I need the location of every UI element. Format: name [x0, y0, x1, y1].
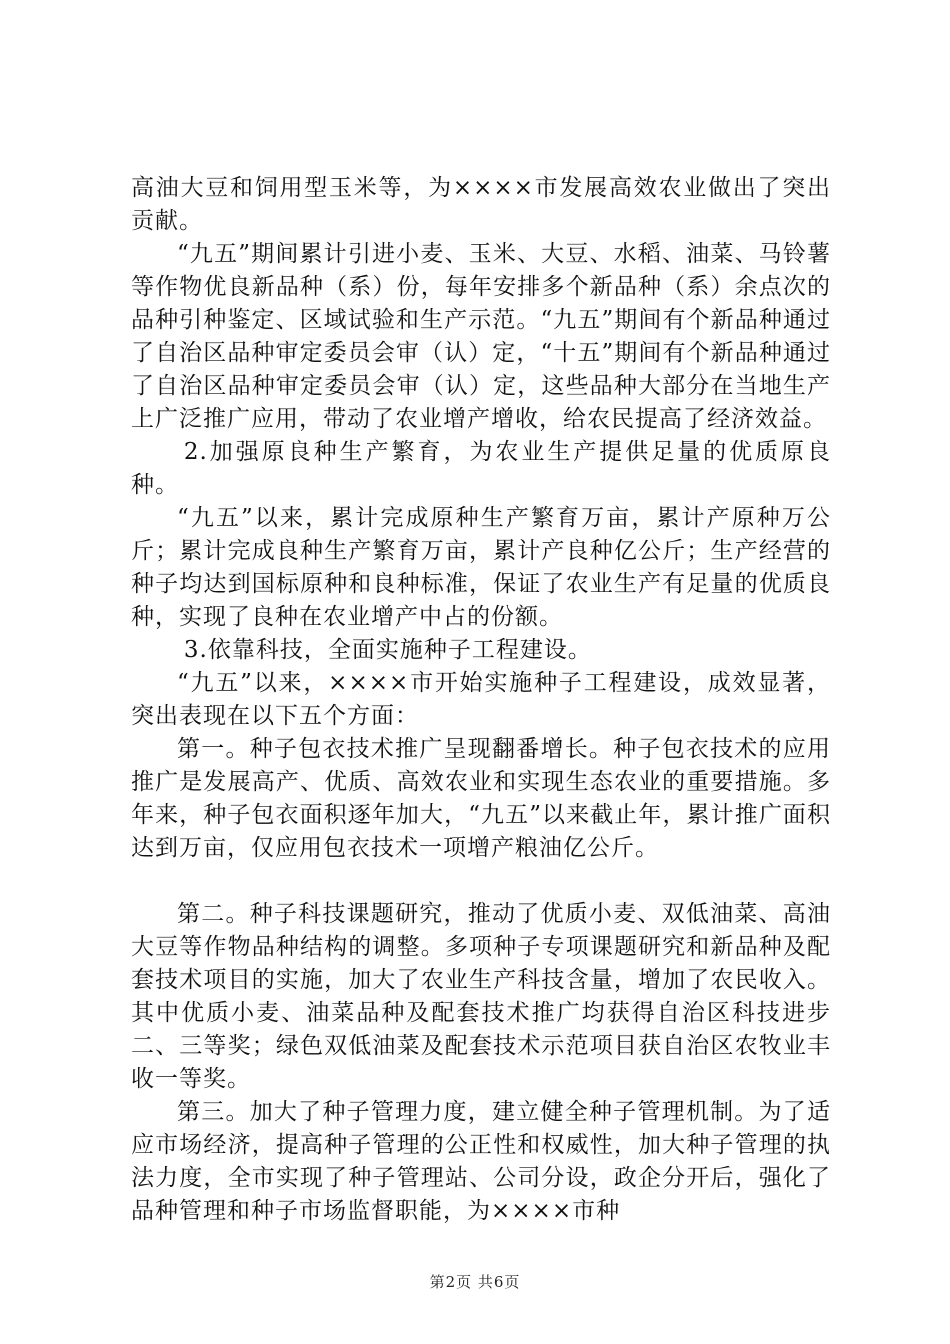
- paragraph-new-varieties: “九五”期间累计引进小麦、玉米、大豆、水稻、油菜、马铃薯等作物优良新品种（系）份，每年安排多个新品种（系）余点次的品种引种鉴定、区域试验和生产示范。“九五”期间有个新品种通过了自治区品种审定委员会审（认）定，“十五”期间有个新品种通过了自治区品种审定委员会审（认）定，这些品种大部分在当地生产上广泛推广应用，带动了农业增产增收，给农民提高了经济效益。: [131, 241, 831, 432]
- page-number-footer: 第2页 共6页: [429, 1273, 521, 1291]
- paragraph-continuation: 高油大豆和饲用型玉米等，为××××市发展高效农业做出了突出贡献。: [131, 175, 831, 234]
- document-body: [131, 172, 831, 1228]
- paragraph-seed-engineering: “九五”以来，××××市开始实施种子工程建设，成效显著，突出表现在以下五个方面：: [131, 670, 831, 729]
- section-heading-3: 3.依靠科技，全面实施种子工程建设。: [183, 637, 592, 663]
- paragraph-point-three: 第三。加大了种子管理力度，建立健全种子管理机制。为了适应市场经济，提高种子管理的公正性和权威性，加大种子管理的执法力度，全市实现了种子管理站、公司分设，政企分开后，强化了品种管理和种子市场监督职能，为××××市种: [131, 1099, 831, 1224]
- paragraph-point-one: 第一。种子包衣技术推广呈现翻番增长。种子包衣技术的应用推广是发展高产、优质、高效农业和实现生态农业的重要措施。多年来，种子包衣面积逐年加大，“九五”以来截止年，累计推广面积达到万亩，仅应用包衣技术一项增产粮油亿公斤。: [131, 736, 831, 861]
- section-heading-2: 2.加强原良种生产繁育，为农业生产提供足量的优质原良种。: [131, 439, 831, 498]
- paragraph-seed-production: “九五”以来，累计完成原种生产繁育万亩，累计产原种万公斤；累计完成良种生产繁育万亩，累计产良种亿公斤；生产经营的种子均达到国标原种和良种标准，保证了农业生产有足量的优质良种，实现了良种在农业增产中占的份额。: [131, 505, 831, 630]
- paragraph-point-two: 第二。种子科技课题研究，推动了优质小麦、双低油菜、高油大豆等作物品种结构的调整。多项种子专项课题研究和新品种及配套技术项目的实施，加大了农业生产科技含量，增加了农民收入。其中优质小麦、油菜品种及配套技术推广均获得自治区科技进步二、三等奖；绿色双低油菜及配套技术示范项目获自治区农牧业丰收一等奖。: [131, 901, 831, 1092]
